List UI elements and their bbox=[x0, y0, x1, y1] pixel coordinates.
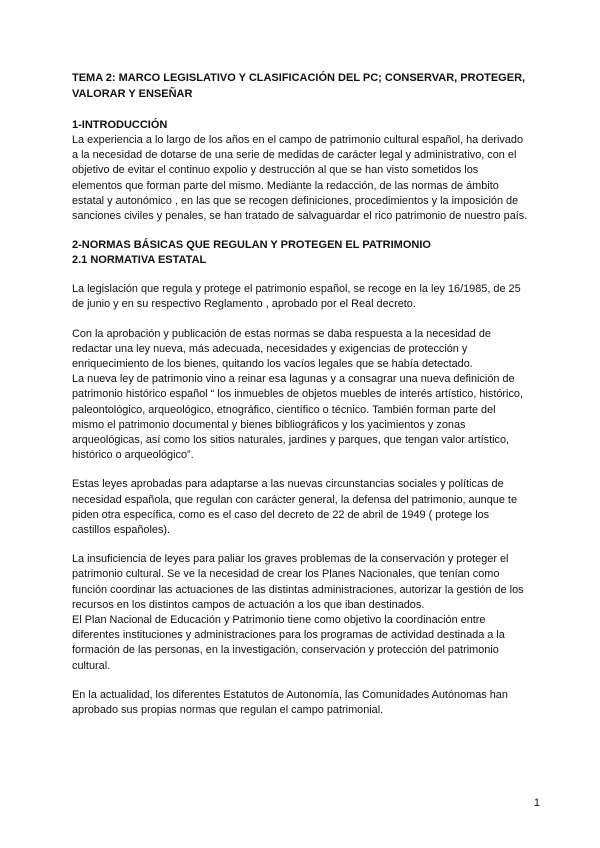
paragraph-planes-nacionales: La insuficiencia de leyes para paliar los graves problemas de la conservación y proteger el patrimonio cultural. Se ve la necesidad de crear los Planes Nacionales, que tenían como función coordinar las actuaciones de las distintas administraciones, autorizar la gestión de los recursos en los distintos campos de actuación a los que iban destinados. bbox=[72, 553, 524, 611]
spacer bbox=[72, 313, 530, 327]
spacer bbox=[72, 538, 530, 552]
paragraph-nueva-ley: La nueva ley de patrimonio vino a reinar esa lagunas y a consagrar una nueva definición de patrimonio histórico español “ los inmuebles de objetos muebles de interés artístico, histórico, paleontológico, arqueológico, etnográfico, científico o técnico. También forman parte del mismo el patrimonio documental y bienes bibliográficos y los yacimientos y zonas arqueológicas, así como los sitios naturales, jardines y parques, que tengan valor artístico, histórico o arqueológico”. bbox=[72, 373, 523, 462]
spacer bbox=[72, 674, 530, 688]
section-1-heading: 1-INTRODUCCIÓN bbox=[72, 119, 168, 131]
paragraph-leyes-aprobadas: Estas leyes aprobadas para adaptarse a las nuevas circunstancias sociales y políticas de necesidad española, que regulan con carácter general, la defensa del patrimonio, aunque te piden otra específica, como es el caso del decreto de 22 de abril de 1949 ( protege los castillos españoles). bbox=[72, 478, 518, 537]
section-2-heading: 2-NORMAS BÁSICAS QUE REGULAN Y PROTEGEN EL PATRIMONIO bbox=[72, 239, 431, 252]
spacer bbox=[72, 224, 530, 238]
spacer bbox=[72, 463, 530, 477]
document-body bbox=[72, 70, 530, 718]
paragraph-aprobacion-normas: Con la aprobación y publicación de estas normas se daba respuesta a la necesidad de redactar una ley nueva, más adecuada, necesidades y exigencias de protección y enriquecimiento de los bienes, quitando los vacíos legales que se había detectado. bbox=[72, 327, 491, 371]
document-title: TEMA 2: MARCO LEGISLATIVO Y CLASIFICACIÓN DEL PC; CONSERVAR, PROTEGER, VALORAR Y ENSEÑAR bbox=[72, 72, 526, 100]
section-1-paragraph: La experiencia a lo largo de los años en el campo de patrimonio cultural español, ha derivado a la necesidad de dotarse de una serie de medidas de carácter legal y administrativo, con el objetivo de evitar el continuo expolio y destrucción al que se han visto sometidos los elementos que forman parte del mismo. Mediante la redacción, de las normas de ámbito estatal y autonómico , en las que se recogen definiciones, procedimientos y la imposición de sanciones civiles y penales, se han tratado de salvaguardar el rico patrimonio de nuestro país. bbox=[72, 134, 528, 223]
page-number: 1 bbox=[533, 797, 540, 809]
spacer bbox=[72, 268, 530, 282]
spacer bbox=[72, 102, 530, 118]
paragraph-plan-educacion: El Plan Nacional de Educación y Patrimonio tiene como objetivo la coordinación entre diferentes instituciones y administraciones para los programas de actividad destinada a la formación de las personas, en la investigación, conservación y protección del patrimonio cultural. bbox=[72, 614, 505, 672]
paragraph-ley-16-1985: La legislación que regula y protege el patrimonio español, se recoge en la ley 16/1985, de 25 de junio y en su respectivo Reglamento , aprobado por el Real decreto. bbox=[72, 283, 521, 311]
section-2-1-subheading: 2.1 NORMATIVA ESTATAL bbox=[72, 254, 207, 267]
paragraph-estatutos-autonomia: En la actualidad, los diferentes Estatutos de Autonomía, las Comunidades Autónomas han aprobado sus propias normas que regulan el campo patrimonial. bbox=[72, 688, 508, 717]
